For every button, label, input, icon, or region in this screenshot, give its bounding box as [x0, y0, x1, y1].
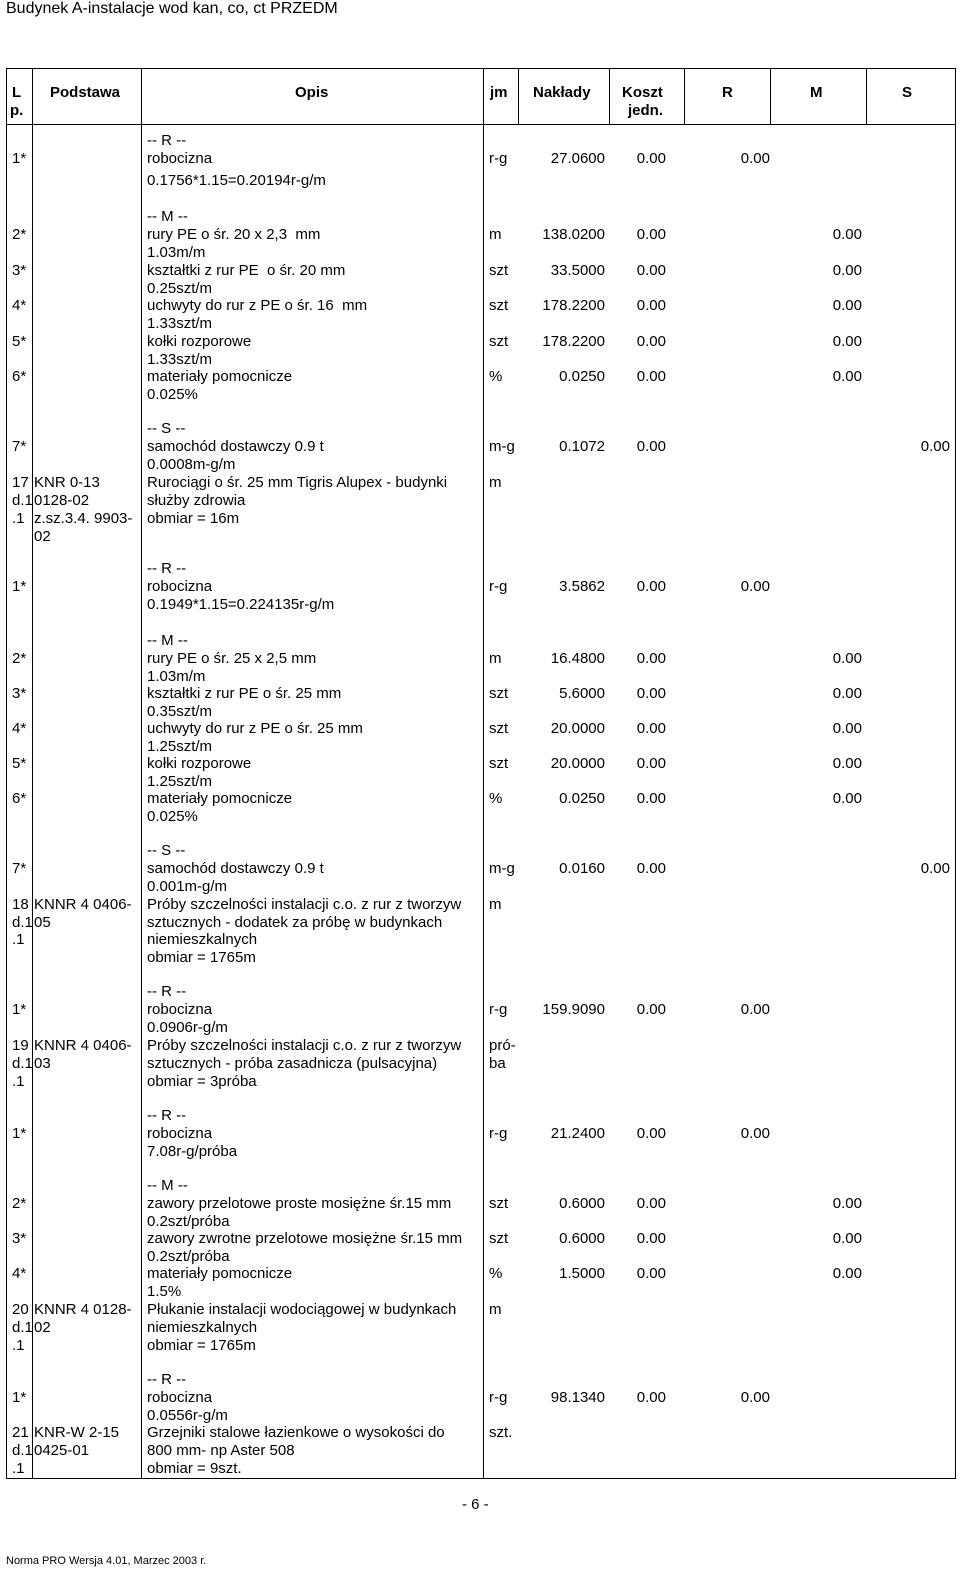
cell-c1: 0.00: [636, 1125, 666, 1142]
cell-pod: 0425-01: [34, 1442, 90, 1459]
cell-lp: 7*: [12, 438, 27, 455]
col-sep-opis: [483, 68, 484, 1478]
cell-lp: .1: [12, 1073, 25, 1090]
cell-opis: Próby szczelności instalacji c.o. z rur z tworzyw: [147, 896, 462, 913]
cell-c1: 0.00: [636, 226, 666, 243]
cell-jm: pró-: [489, 1037, 516, 1054]
cell-opis: -- M --: [147, 632, 188, 649]
col-sep-r: [770, 68, 771, 124]
cell-opis: -- M --: [147, 208, 188, 225]
cell-c1: 0.00: [636, 650, 666, 667]
cell-opis: 800 mm- np Aster 508: [147, 1442, 295, 1459]
cell-opis: zawory przelotowe proste mosiężne śr.15 mm: [147, 1195, 452, 1212]
cell-lp: 17: [12, 474, 29, 491]
header-r: R: [722, 84, 733, 101]
cell-opis: kołki rozporowe: [147, 755, 252, 772]
cell-naklady: 0.0250: [559, 790, 605, 807]
cell-opis: -- R --: [147, 1107, 187, 1124]
cell-jm: r-g: [489, 578, 508, 595]
cell-jm: szt.: [489, 1424, 513, 1441]
cell-naklady: 27.0600: [550, 150, 605, 167]
cell-c3: 0.00: [832, 650, 862, 667]
cell-opis: niemieszkalnych: [147, 1319, 258, 1336]
cell-c1: 0.00: [636, 333, 666, 350]
cell-opis: Grzejniki stalowe łazienkowe o wysokości do: [147, 1424, 445, 1441]
cell-c1: 0.00: [636, 1001, 666, 1018]
cell-lp: 19: [12, 1037, 29, 1054]
header-jm: jm: [490, 84, 508, 101]
cell-pod: 02: [34, 528, 51, 545]
cell-c4: 0.00: [920, 860, 950, 877]
header-s: S: [902, 84, 913, 101]
table-top-border: [6, 68, 955, 69]
cell-jm: szt: [489, 1195, 509, 1212]
cell-naklady: 20.0000: [550, 720, 605, 737]
cell-jm: %: [489, 368, 503, 385]
cell-opis: -- R --: [147, 983, 187, 1000]
cell-c2: 0.00: [740, 1125, 770, 1142]
cell-lp: 1*: [12, 1389, 27, 1406]
cell-pod: z.sz.3.4. 9903-: [34, 510, 133, 527]
cell-opis: kształtki z rur PE o śr. 20 mm: [147, 262, 346, 279]
cell-opis: obmiar = 1765m: [147, 949, 256, 966]
cell-c1: 0.00: [636, 368, 666, 385]
cell-lp: d.1: [12, 1319, 33, 1336]
cell-opis: -- S --: [147, 420, 186, 437]
cell-jm: %: [489, 1265, 503, 1282]
cell-lp: 3*: [12, 262, 27, 279]
cell-naklady: 138.0200: [542, 226, 605, 243]
cell-c1: 0.00: [636, 790, 666, 807]
cell-c3: 0.00: [832, 297, 862, 314]
cell-naklady: 0.0250: [559, 368, 605, 385]
cell-c3: 0.00: [832, 1230, 862, 1247]
cell-opis: 0.0906r-g/m: [147, 1019, 228, 1036]
cell-naklady: 21.2400: [550, 1125, 605, 1142]
cell-lp: 4*: [12, 1265, 27, 1282]
cell-lp: 1*: [12, 578, 27, 595]
cell-opis: robocizna: [147, 578, 213, 595]
col-sep-jm: [518, 68, 519, 124]
page-number: - 6 -: [462, 1496, 489, 1513]
cell-c4: 0.00: [920, 438, 950, 455]
cell-naklady: 0.6000: [559, 1230, 605, 1247]
cell-opis: 7.08r-g/próba: [147, 1143, 238, 1160]
cell-lp: 7*: [12, 860, 27, 877]
cell-lp: 20: [12, 1301, 29, 1318]
cell-pod: 0128-02: [34, 492, 90, 509]
cell-jm: m: [489, 226, 502, 243]
cell-naklady: 98.1340: [550, 1389, 605, 1406]
cell-opis: -- R --: [147, 1371, 187, 1388]
cell-pod: KNR-W 2-15: [34, 1424, 120, 1441]
cell-jm: r-g: [489, 1389, 508, 1406]
cell-pod: KNNR 4 0406-: [34, 896, 132, 913]
cell-jm: r-g: [489, 1125, 508, 1142]
cell-opis: obmiar = 16m: [147, 510, 240, 527]
cell-opis: 0.1949*1.15=0.224135r-g/m: [147, 596, 335, 613]
cell-naklady: 0.6000: [559, 1195, 605, 1212]
cell-jm: %: [489, 790, 503, 807]
cell-c2: 0.00: [740, 150, 770, 167]
cell-lp: 5*: [12, 755, 27, 772]
cell-opis: Rurociągi o śr. 25 mm Tigris Alupex - budynki: [147, 474, 448, 491]
cell-opis: materiały pomocnicze: [147, 790, 293, 807]
cell-opis: 0.1756*1.15=0.20194r-g/m: [147, 172, 326, 189]
cell-naklady: 159.9090: [542, 1001, 605, 1018]
cell-c2: 0.00: [740, 1001, 770, 1018]
header-koszt: Koszt: [622, 84, 663, 101]
cell-opis: samochód dostawczy 0.9 t: [147, 860, 324, 877]
cell-jm: r-g: [489, 1001, 508, 1018]
cell-lp: 6*: [12, 790, 27, 807]
cell-pod: 02: [34, 1319, 51, 1336]
cell-opis: 1.33szt/m: [147, 315, 213, 332]
cell-opis: -- M --: [147, 1177, 188, 1194]
cell-opis: robocizna: [147, 150, 213, 167]
cell-c1: 0.00: [636, 1265, 666, 1282]
cell-c1: 0.00: [636, 438, 666, 455]
cell-opis: 0.0556r-g/m: [147, 1407, 228, 1424]
header-divider: [6, 124, 955, 125]
cell-lp: 6*: [12, 368, 27, 385]
cell-opis: obmiar = 3próba: [147, 1073, 257, 1090]
cell-opis: 0.2szt/próba: [147, 1248, 230, 1265]
cell-jm: m: [489, 1301, 502, 1318]
cell-opis: 0.001m-g/m: [147, 878, 228, 895]
cell-opis: 1.03m/m: [147, 668, 206, 685]
cell-lp: 4*: [12, 720, 27, 737]
cell-naklady: 0.1072: [559, 438, 605, 455]
cell-lp: d.1: [12, 1442, 33, 1459]
cell-opis: 1.03m/m: [147, 244, 206, 261]
cell-pod: KNR 0-13: [34, 474, 100, 491]
cell-c3: 0.00: [832, 755, 862, 772]
cell-opis: Płukanie instalacji wodociągowej w budynkach: [147, 1301, 457, 1318]
cell-lp: 21: [12, 1424, 29, 1441]
cell-c1: 0.00: [636, 578, 666, 595]
cell-c1: 0.00: [636, 150, 666, 167]
cell-jm: szt: [489, 685, 509, 702]
cell-opis: służby zdrowia: [147, 492, 246, 509]
cell-lp: .1: [12, 931, 25, 948]
cell-jm: m: [489, 896, 502, 913]
cell-c3: 0.00: [832, 790, 862, 807]
cell-jm: m: [489, 474, 502, 491]
cell-lp: d.1: [12, 492, 33, 509]
cell-opis: -- R --: [147, 560, 187, 577]
cell-naklady: 33.5000: [550, 262, 605, 279]
cell-opis: robocizna: [147, 1001, 213, 1018]
cell-opis: 1.5%: [147, 1283, 182, 1300]
cell-opis: zawory zwrotne przelotowe mosiężne śr.15 mm: [147, 1230, 463, 1247]
cell-lp: 1*: [12, 1001, 27, 1018]
cell-c1: 0.00: [636, 685, 666, 702]
software-footer: Norma PRO Wersja 4.01, Marzec 2003 r.: [6, 1555, 207, 1567]
cell-lp: 5*: [12, 333, 27, 350]
col-sep-lp: [32, 68, 33, 1478]
cell-naklady: 5.6000: [559, 685, 605, 702]
cell-c3: 0.00: [832, 685, 862, 702]
cell-opis: rury PE o śr. 25 x 2,5 mm: [147, 650, 317, 667]
header-m: M: [810, 84, 823, 101]
cell-jm: szt: [489, 333, 509, 350]
cell-jm: szt: [489, 262, 509, 279]
cell-c3: 0.00: [832, 333, 862, 350]
cell-opis: 1.25szt/m: [147, 738, 213, 755]
cell-opis: uchwyty do rur z PE o śr. 16 mm: [147, 297, 368, 314]
cell-lp: d.1: [12, 914, 33, 931]
cell-opis: 1.25szt/m: [147, 773, 213, 790]
cell-lp: 2*: [12, 650, 27, 667]
cell-lp: .1: [12, 510, 25, 527]
cell-jm: m: [489, 650, 502, 667]
cell-naklady: 20.0000: [550, 755, 605, 772]
cell-jm: ba: [489, 1055, 506, 1072]
cell-pod: KNNR 4 0406-: [34, 1037, 132, 1054]
cell-c3: 0.00: [832, 720, 862, 737]
cell-jm: m-g: [489, 860, 515, 877]
cell-naklady: 0.0160: [559, 860, 605, 877]
cell-c1: 0.00: [636, 297, 666, 314]
cell-pod: 03: [34, 1055, 51, 1072]
cell-jm: szt: [489, 720, 509, 737]
cell-c1: 0.00: [636, 860, 666, 877]
cell-naklady: 16.4800: [550, 650, 605, 667]
cell-lp: 2*: [12, 226, 27, 243]
cell-jm: r-g: [489, 150, 508, 167]
cell-c1: 0.00: [636, 720, 666, 737]
cell-opis: obmiar = 9szt.: [147, 1460, 242, 1477]
cell-lp: 3*: [12, 685, 27, 702]
cell-c1: 0.00: [636, 1230, 666, 1247]
cell-opis: samochód dostawczy 0.9 t: [147, 438, 324, 455]
header-lp-1: L: [12, 84, 22, 101]
cell-lp: 1*: [12, 150, 27, 167]
cell-c3: 0.00: [832, 262, 862, 279]
cell-naklady: 3.5862: [559, 578, 605, 595]
cell-naklady: 1.5000: [559, 1265, 605, 1282]
cell-lp: 3*: [12, 1230, 27, 1247]
cell-opis: materiały pomocnicze: [147, 1265, 293, 1282]
cell-opis: sztucznych - próba zasadnicza (pulsacyjna): [147, 1055, 438, 1072]
cell-c2: 0.00: [740, 578, 770, 595]
cell-opis: -- S --: [147, 842, 186, 859]
cell-lp: 4*: [12, 297, 27, 314]
cell-naklady: 178.2200: [542, 297, 605, 314]
cell-opis: 0.0008m-g/m: [147, 456, 236, 473]
cell-lp: d.1: [12, 1055, 33, 1072]
cell-c1: 0.00: [636, 1389, 666, 1406]
cell-lp: .1: [12, 1337, 25, 1354]
cell-c2: 0.00: [740, 1389, 770, 1406]
cell-opis: 0.025%: [147, 808, 198, 825]
cell-pod: 05: [34, 914, 51, 931]
cell-opis: 0.025%: [147, 386, 198, 403]
cell-lp: 2*: [12, 1195, 27, 1212]
cell-opis: 1.33szt/m: [147, 351, 213, 368]
cell-jm: szt: [489, 755, 509, 772]
header-opis: Opis: [295, 84, 329, 101]
cell-opis: -- R --: [147, 132, 187, 149]
cell-opis: Próby szczelności instalacji c.o. z rur z tworzyw: [147, 1037, 462, 1054]
document-title: Budynek A-instalacje wod kan, co, ct PRZEDM: [6, 0, 338, 17]
cell-opis: 0.25szt/m: [147, 280, 213, 297]
cell-opis: niemieszkalnych: [147, 931, 258, 948]
cell-opis: 0.35szt/m: [147, 703, 213, 720]
cell-opis: rury PE o śr. 20 x 2,3 mm: [147, 226, 321, 243]
cell-jm: m-g: [489, 438, 515, 455]
cell-c3: 0.00: [832, 368, 862, 385]
cell-c3: 0.00: [832, 226, 862, 243]
cell-naklady: 178.2200: [542, 333, 605, 350]
cell-pod: KNNR 4 0128-: [34, 1301, 132, 1318]
cell-jm: szt: [489, 297, 509, 314]
col-sep-podstawa: [141, 68, 142, 1478]
cell-c3: 0.00: [832, 1265, 862, 1282]
col-sep-koszt: [684, 68, 685, 124]
cell-c1: 0.00: [636, 755, 666, 772]
cell-c1: 0.00: [636, 1195, 666, 1212]
cell-opis: robocizna: [147, 1389, 213, 1406]
cell-opis: 0.2szt/próba: [147, 1213, 230, 1230]
cell-opis: obmiar = 1765m: [147, 1337, 256, 1354]
cell-opis: robocizna: [147, 1125, 213, 1142]
cell-opis: uchwyty do rur z PE o śr. 25 mm: [147, 720, 363, 737]
cell-opis: kształtki z rur PE o śr. 25 mm: [147, 685, 342, 702]
cell-opis: kołki rozporowe: [147, 333, 252, 350]
cell-lp: 1*: [12, 1125, 27, 1142]
col-sep-m: [866, 68, 867, 124]
cell-lp: .1: [12, 1460, 25, 1477]
cell-opis: sztucznych - dodatek za próbę w budynkach: [147, 914, 443, 931]
col-sep-naklady: [609, 68, 610, 124]
header-podstawa: Podstawa: [50, 84, 121, 101]
cell-lp: 18: [12, 896, 29, 913]
header-naklady: Nakłady: [533, 84, 591, 101]
cell-jm: szt: [489, 1230, 509, 1247]
cell-c1: 0.00: [636, 262, 666, 279]
cell-opis: materiały pomocnicze: [147, 368, 293, 385]
header-lp-2: p.: [10, 102, 24, 119]
cell-c3: 0.00: [832, 1195, 862, 1212]
header-koszt-jedn: jedn.: [628, 102, 664, 119]
